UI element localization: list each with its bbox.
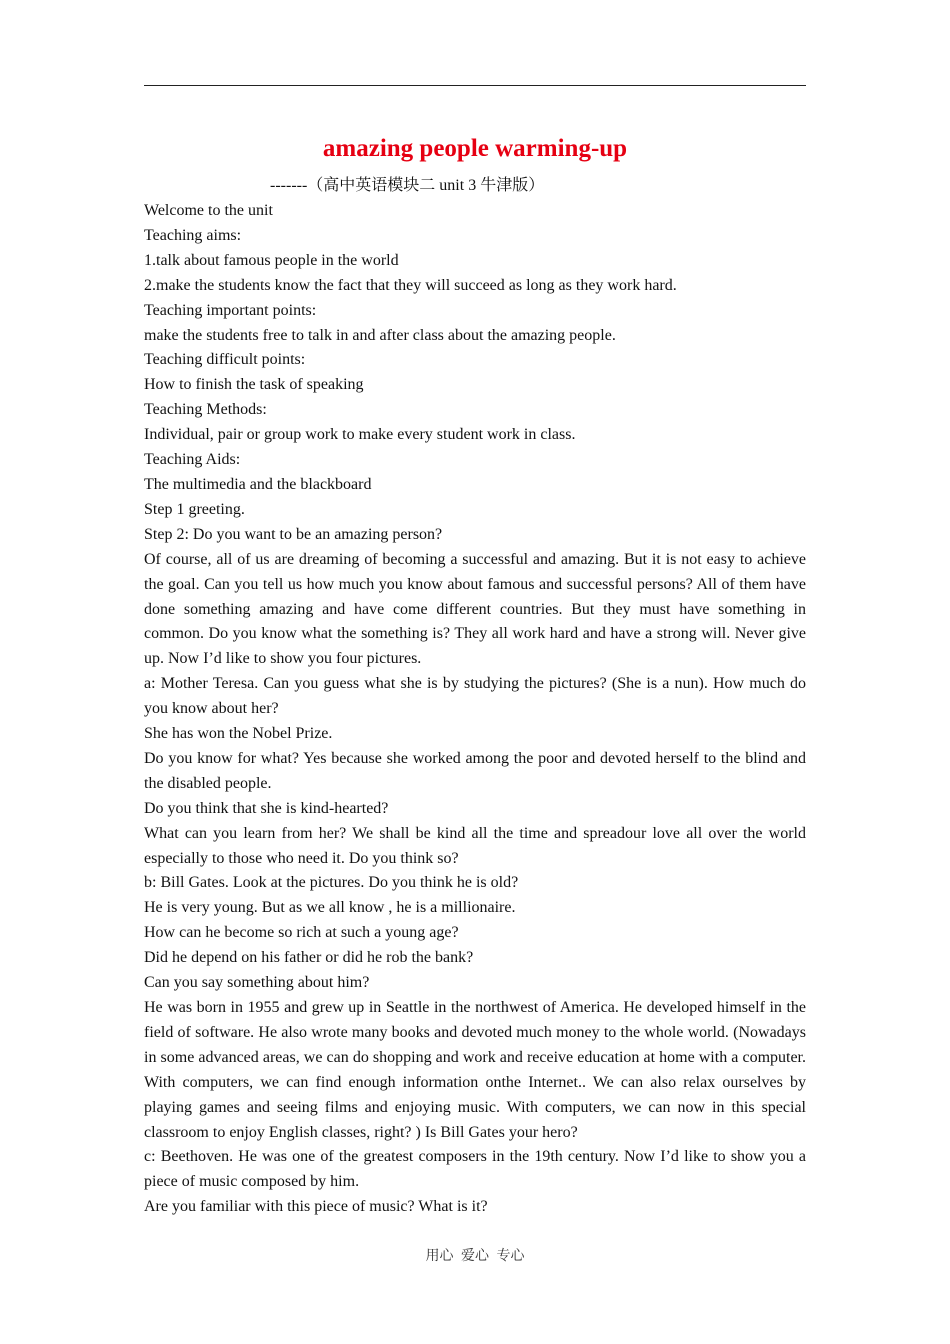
- document-subtitle: -------（高中英语模块二 unit 3 牛津版）: [270, 177, 545, 194]
- paragraph-learn: What can you learn from her? We shall be kind all the time and spreadour love all over the world especially to those who need it. Do you think so?: [144, 824, 806, 867]
- heading-difficult-points: Teaching difficult points:: [144, 351, 306, 369]
- page-footer: 用心 爱心 专心: [425, 1249, 525, 1264]
- document-body: [144, 199, 806, 1220]
- paragraph-devoted: Do you know for what? Yes because she worked among the poor and devoted herself to the blind and the disabled people.: [144, 749, 806, 792]
- line-kind-hearted: Do you think that she is kind-hearted?: [144, 799, 389, 817]
- document-title: amazing people warming-up: [322, 135, 628, 162]
- paragraph-mother-teresa: a: Mother Teresa. Can you guess what she is by studying the pictures? (She is a nun). How much do you know about her?: [144, 675, 806, 718]
- line-rich-young: How can he become so rich at such a young age?: [144, 924, 459, 942]
- section-welcome: Welcome to the unit: [144, 202, 273, 219]
- line-millionaire: He is very young. But as we all know , he is a millionaire.: [144, 899, 516, 917]
- teaching-aids-text: The multimedia and the blackboard: [144, 475, 372, 493]
- heading-important-points: Teaching important points:: [144, 301, 317, 319]
- important-points-text: make the students free to talk in and after class about the amazing people.: [144, 326, 616, 344]
- aim-item-2: 2.make the students know the fact that they will succeed as long as they work hard.: [144, 276, 677, 294]
- heading-teaching-aims: Teaching aims:: [144, 226, 242, 244]
- paragraph-intro: Of course, all of us are dreaming of becoming a successful and amazing. But it is not easy to achieve the goal. Can you tell us how much you know about famous and successful persons? All of them have done something amazing and have come different countries. But they must have something in common. Do you know what the something is? They all work hard and have a strong will. Never give up. Now I’d like to show you four pictures.: [144, 550, 806, 668]
- heading-teaching-methods: Teaching Methods:: [144, 401, 267, 419]
- step-2: Step 2: Do you want to be an amazing person?: [144, 525, 443, 543]
- paragraph-born-1955: He was born in 1955 and grew up in Seattle in the northwest of America. He developed himself in the field of software. He also wrote many books and devoted much money to the whole world. (Nowadays in some advanced areas, we can do shopping and work and receive education at home with a computer. With computers, we can find enough information onthe Internet.. We can also relax ourselves by playing games and seeing films and enjoying music. With computers, we can now in this special classroom to enjoy English classes, right? ) Is Bill Gates your hero?: [144, 999, 806, 1141]
- paragraph-beethoven: c: Beethoven. He was one of the greatest composers in the 19th century. Now I’d like to show you a piece of music composed by him.: [144, 1148, 806, 1191]
- line-say-something: Can you say something about him?: [144, 974, 370, 992]
- teaching-methods-text: Individual, pair or group work to make every student work in class.: [144, 426, 576, 444]
- difficult-points-text: How to finish the task of speaking: [144, 376, 364, 394]
- header-rule: [144, 85, 806, 86]
- line-nobel-prize: She has won the Nobel Prize.: [144, 725, 333, 743]
- heading-teaching-aids: Teaching Aids:: [144, 451, 241, 469]
- line-bill-gates: b: Bill Gates. Look at the pictures. Do you think he is old?: [144, 874, 519, 892]
- aim-item-1: 1.talk about famous people in the world: [144, 251, 399, 269]
- step-1: Step 1 greeting.: [144, 500, 245, 518]
- line-depend: Did he depend on his father or did he rob the bank?: [144, 949, 474, 967]
- line-familiar-music: Are you familiar with this piece of music? What is it?: [144, 1198, 488, 1216]
